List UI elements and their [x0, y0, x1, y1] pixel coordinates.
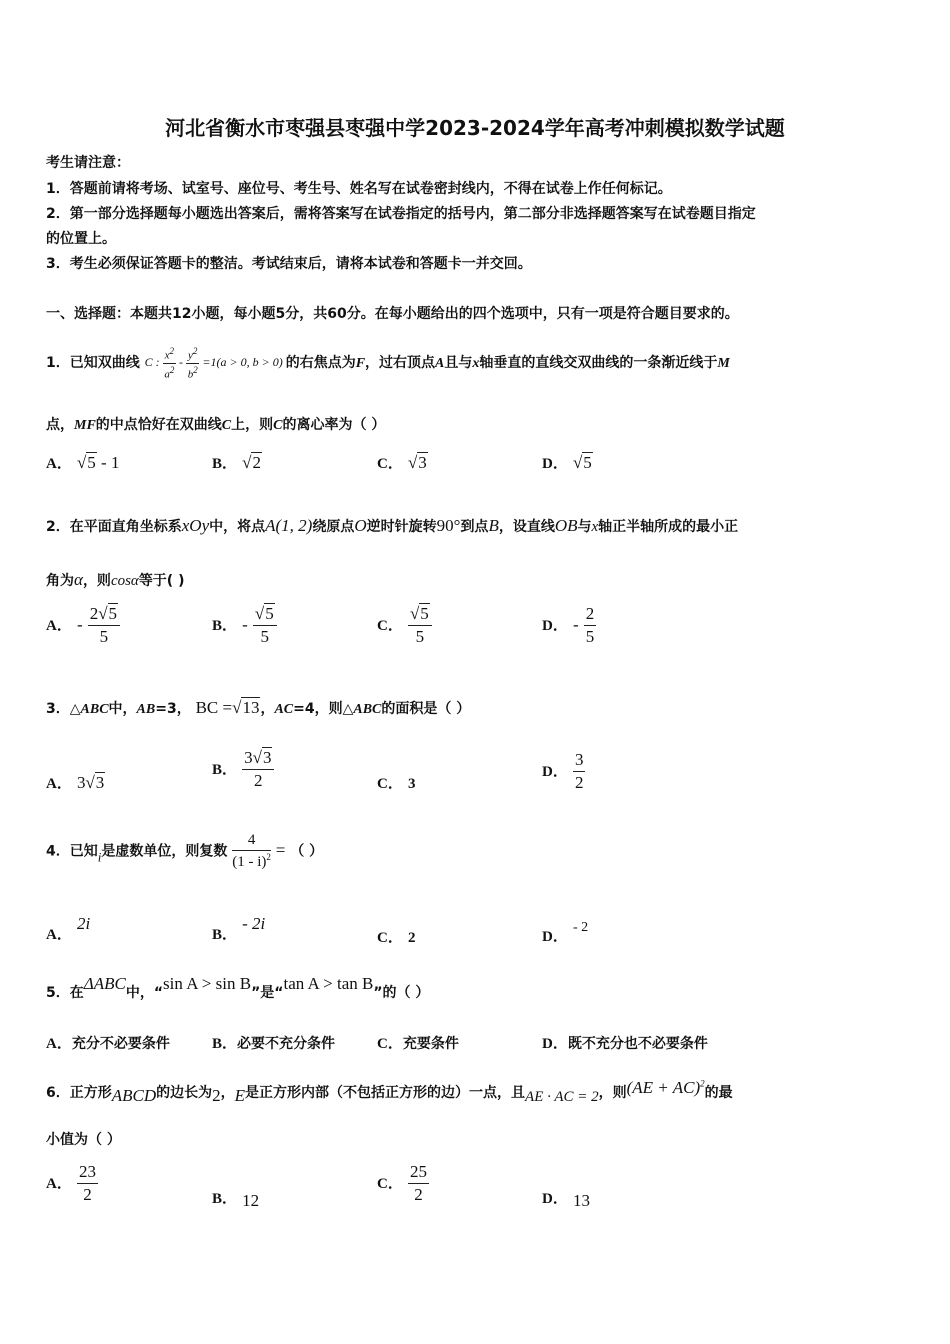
- q3-option-b[interactable]: B． $\frac{3√3}{2}$: [212, 748, 274, 791]
- question-6-line-1: 6．正方形ABCD的边长为2，E是正方形内部（不包括正方形的边）一点，且AE · AC = 2，则(AE + AC)$^2$的最: [46, 1078, 733, 1105]
- question-2-line-1: 2．在平面直角坐标系xOy中，将点A(1, 2)绕原点O逆时针旋转90°到点B，设直线OB与x轴正半轴所成的最小正: [46, 516, 739, 535]
- question-3: 3．△ABC中，AB=3， BC =√13，AC=4，则△ABC的面积是（ ）: [46, 698, 471, 717]
- q1-option-c[interactable]: C． √3: [377, 453, 427, 472]
- section-heading: 一、选择题：本题共12小题，每小题5分，共60分。在每小题给出的四个选项中，只有一项是符合题目要求的。: [46, 306, 739, 322]
- q6-option-c[interactable]: C． $\frac{25}{2}$: [377, 1162, 427, 1204]
- notice-item-2-cont: 的位置上。: [46, 231, 116, 247]
- q4-option-d[interactable]: D． - 2: [542, 920, 589, 945]
- q5-option-b[interactable]: B．必要不充分条件: [212, 1036, 336, 1052]
- q5-option-d[interactable]: D．既不充分也不必要条件: [542, 1036, 708, 1052]
- q3-option-a[interactable]: A． 3√3: [46, 773, 105, 792]
- fraction-x2-a2: $\frac{x^2}{a^2}$: [164, 346, 175, 381]
- notice-item-1: 1．答题前请将考场、试室号、座位号、考生号、姓名写在试卷密封线内，不得在试卷上作任何标记。: [46, 181, 672, 197]
- fraction-y2-b2: $\frac{y^2}{b^2}$: [187, 346, 198, 381]
- q5-option-c[interactable]: C．充要条件: [377, 1036, 459, 1052]
- notice-item-3: 3．考生必须保证答题卡的整洁。考试结束后，请将本试卷和答题卡一并交回。: [46, 256, 532, 272]
- question-1-line-2: 点，MF的中点恰好在双曲线C上，则C的离心率为（ ）: [46, 417, 386, 433]
- q3-option-d[interactable]: D． $\frac{3}{2}$: [542, 750, 584, 792]
- question-4: 4．已知i是虚数单位，则复数 $\frac{4}{(1 - i)^2}$ = （ ）: [46, 832, 324, 870]
- question-2-line-2: 角为α，则cosα等于( ): [46, 570, 185, 589]
- q4-option-a[interactable]: A． 2i: [46, 914, 91, 943]
- q6-option-a[interactable]: A． $\frac{23}{2}$: [46, 1162, 96, 1204]
- q6-option-b[interactable]: B． 12: [212, 1191, 260, 1210]
- q5-option-a[interactable]: A．充分不必要条件: [46, 1036, 170, 1052]
- page-title: 河北省衡水市枣强县枣强中学2023-2024学年高考冲刺模拟数学试题: [165, 116, 785, 140]
- q2-option-c[interactable]: C． $\frac{√5}{5}$: [377, 604, 432, 647]
- question-5: 5．在ΔABC中，“sin A > sin B”是“tan A > tan B”的（ ）: [46, 974, 430, 1001]
- q1-option-d[interactable]: D． √5: [542, 453, 592, 472]
- hyperbola-formula: C : $\frac{x^2}{a^2}$ - $\frac{y^2}{b^2}$ =1(a > 0, b > 0): [144, 346, 283, 381]
- notice-item-2: 2．第一部分选择题每小题选出答案后，需将答案写在试卷指定的括号内，第二部分非选择题答案写在试卷题目指定: [46, 206, 756, 222]
- notice-heading: 考生请注意：: [46, 155, 130, 171]
- q6-option-d[interactable]: D． 13: [542, 1191, 590, 1210]
- question-6-line-2: 小值为（ ）: [46, 1132, 121, 1148]
- q4-option-c[interactable]: C． 2: [377, 930, 416, 946]
- q2-option-d[interactable]: D． - $\frac{2}{5}$: [542, 604, 595, 646]
- q2-option-a[interactable]: A． - $\frac{2√5}{5}$: [46, 604, 120, 647]
- q2-option-b[interactable]: B． - $\frac{√5}{5}$: [212, 604, 277, 647]
- question-1-line-1: 1．已知双曲线 C : $\frac{x^2}{a^2}$ - $\frac{y^2}{b^2}$ =1(a > 0, b > 0) 的右焦点为F，过右顶点A且与x轴垂直的直线交双曲线的一条渐近线于M: [46, 346, 730, 381]
- q3-option-c[interactable]: C． 3: [377, 776, 416, 792]
- q4-option-b[interactable]: B． - 2i: [212, 914, 266, 943]
- q1-option-b[interactable]: B． √2: [212, 453, 261, 472]
- q1-option-a[interactable]: A． √5 - 1: [46, 453, 120, 472]
